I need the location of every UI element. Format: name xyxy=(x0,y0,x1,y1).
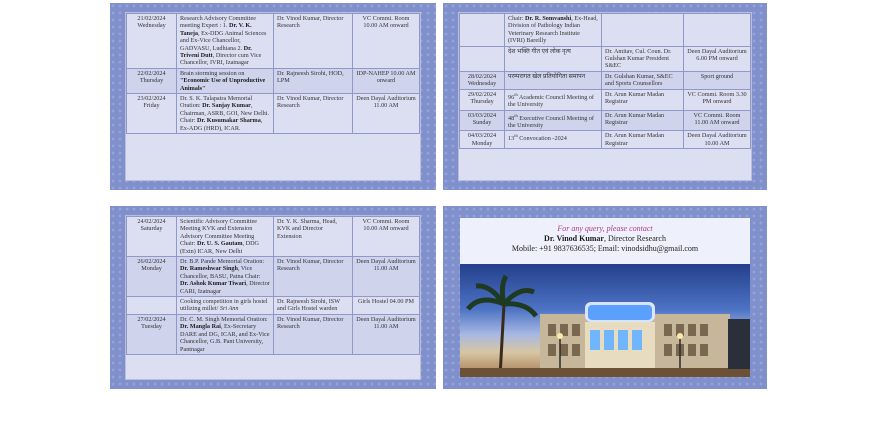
building-illustration xyxy=(460,264,750,377)
event-cell xyxy=(505,14,602,47)
p1-row xyxy=(127,94,420,134)
incharge-cell: Dr. Amitav, Cul. Coun. Dr. Gulshan Kumar President S&EC xyxy=(602,46,684,71)
event-text: Expert : 1. xyxy=(201,22,229,30)
incharge-cell: Dr. Arun Kumar Madan Registrar xyxy=(602,131,684,149)
schedule-panel-2 xyxy=(443,3,767,190)
day-text: Thursday xyxy=(139,77,164,85)
date-cell xyxy=(460,14,505,47)
event-text: Cooking competition in girls hostel utilizing millet/ xyxy=(180,298,268,313)
event-text: Brain storming session on xyxy=(180,69,245,77)
incharge-cell: Dr. Vinod Kumar, Director Research xyxy=(274,314,353,354)
date-text: 22/02/2024 xyxy=(137,69,166,77)
event-text: Vice Chancellor, BASU, Patna xyxy=(180,265,253,280)
incharge-cell: Dr. Vinod Kumar, Director Research xyxy=(274,257,353,297)
p2-row xyxy=(460,46,751,71)
date-text: 26/02/2024 xyxy=(137,258,166,266)
date-cell xyxy=(127,297,177,315)
venue-cell: Deen Dayal Auditorium 10.00 AM xyxy=(684,131,751,149)
event-text: , xyxy=(246,280,248,288)
venue-cell: Deen Dayal Auditorium 11.00 AM xyxy=(353,314,420,354)
event-text: , xyxy=(571,15,573,22)
date-text: 04/03/2024 xyxy=(467,132,497,140)
day-text: Wednesday xyxy=(137,22,166,30)
venue-cell: Deen Dayal Auditorium 11.00 AM xyxy=(353,94,420,134)
event-text: Chair: xyxy=(180,240,198,248)
date-cell xyxy=(460,131,505,149)
event-cell: 13th Convocation -2024 xyxy=(505,131,602,149)
event-cell: 96th Academic Council Meeting of the University xyxy=(505,89,602,110)
date-cell xyxy=(127,94,177,134)
event-text: Ex-Vice Chancellor, G.B. Pant University, Pantnagar xyxy=(180,330,270,353)
date-text: 24/02/2024 xyxy=(137,218,166,225)
event-cell xyxy=(177,257,274,297)
date-text: 29/02/2024 xyxy=(467,90,497,98)
event-cell xyxy=(177,14,274,69)
day-text: Wednesday xyxy=(467,80,497,88)
event-cell xyxy=(177,217,274,257)
person-name: Dr. Rameshwar Singh xyxy=(180,265,238,273)
venue-cell: VC Commi. Room 10.00 AM onward xyxy=(353,217,420,257)
person-name: Dr. Sanjay Kumar xyxy=(202,102,251,110)
event-cell xyxy=(177,68,274,93)
p2-row xyxy=(460,89,751,110)
event-text: Ex-Head, Division of Pathology Indian Veterinary Research Institute (IVRI) Bareilly xyxy=(508,15,598,45)
p2-row xyxy=(460,110,751,131)
event-text: , xyxy=(198,29,200,37)
person-name: Dr. Ashok Kumar Tiwari xyxy=(180,280,247,288)
incharge-cell: Dr. Vinod Kumar, Director Research xyxy=(274,94,353,134)
event-text: Chair: xyxy=(244,272,261,280)
day-text: Monday xyxy=(471,139,493,147)
event-text: Dr. S. K. Talapatra Memorial Oration: xyxy=(180,95,253,110)
event-text: , xyxy=(242,240,245,248)
schedule-table-2 xyxy=(459,13,751,149)
person-name: Dr. U. S. Gautam xyxy=(197,240,243,248)
event-text: Sri Ann xyxy=(219,305,239,313)
p2-row xyxy=(460,131,751,149)
contact-box xyxy=(460,218,750,264)
person-name: "Economic Use of Unproductive Animals" xyxy=(180,77,266,92)
event-text: Chair: xyxy=(180,117,198,125)
day-text: Tuesday xyxy=(141,323,162,331)
event-text: Ex-Secretary DARE and DG, ICAR, and xyxy=(180,323,257,338)
p3-row xyxy=(127,297,420,315)
continuation-row xyxy=(460,14,751,47)
venue-cell: VC Commi. Room 3.30 PM onward xyxy=(684,89,751,110)
event-cell: परम्परागत खेल प्रतियोगिता समापन xyxy=(505,71,602,89)
venue-cell: VC Commi. Room 10.00 AM onward xyxy=(353,14,420,69)
venue-cell: Sport ground xyxy=(684,71,751,89)
date-text: 23/02/2024 xyxy=(137,95,166,103)
date-cell xyxy=(127,217,177,257)
day-text: Thursday xyxy=(470,98,494,106)
event-text: Ex-DDG Animal Sciences and Ex-Vice Chancellor, GADVASU, Ludhiana xyxy=(180,29,267,52)
incharge-cell: Dr. Rajneesh Sirohi, HOD, LPM xyxy=(274,68,353,93)
person-name: Dr. Kusumakar Sharma xyxy=(197,117,261,125)
incharge-cell: Dr. Y. K. Sharma, Head, KVK and Director Extension xyxy=(274,217,353,257)
venue-cell: IDP-NAHEP 10.00 AM onward xyxy=(353,68,420,93)
schedule-panel-3 xyxy=(110,206,436,389)
event-text: Chair: xyxy=(508,15,526,22)
event-text: , xyxy=(250,102,253,110)
incharge-cell: Dr. Vinod Kumar, Director Research xyxy=(274,14,353,69)
event-text: , xyxy=(212,52,215,60)
day-text: Sunday xyxy=(472,118,492,126)
schedule-panel-1 xyxy=(110,3,436,190)
event-text: , xyxy=(220,323,223,331)
venue-cell: Deen Dayal Auditorium 6.00 PM onward xyxy=(684,46,751,71)
day-text: Friday xyxy=(143,102,160,110)
event-text: Chairman, ASRB, GOI, New Delhi. xyxy=(180,109,270,117)
campus-building-photo xyxy=(460,264,750,377)
event-cell: 48th Executive Council Meeting of the University xyxy=(505,110,602,131)
event-text: Ex-ADG (HRD), ICAR. xyxy=(180,124,241,132)
contact-role: , Director Research xyxy=(603,234,666,243)
p1-row xyxy=(127,68,420,93)
incharge-cell: Dr. Arun Kumar Madan Registrar xyxy=(602,89,684,110)
event-cell: देश भक्ति गीत एवं लोक नृत्य xyxy=(505,46,602,71)
p1-row xyxy=(127,14,420,69)
event-cell xyxy=(177,94,274,134)
venue-cell xyxy=(684,14,751,47)
incharge-cell: Dr. Gulshan Kumar, S&EC and Sports Counsellors xyxy=(602,71,684,89)
date-cell xyxy=(460,110,505,131)
person-name: Dr. Triveni Dutt xyxy=(180,44,252,60)
p2-row xyxy=(460,71,751,89)
date-cell xyxy=(460,71,505,89)
day-text: Monday xyxy=(141,265,162,273)
query-text: For any query, please contact xyxy=(557,224,653,233)
person-name: Dr. Mangla Rai xyxy=(180,323,221,331)
date-cell xyxy=(460,46,505,71)
venue-cell: VC Commi. Room 11.00 AM onward xyxy=(684,110,751,131)
event-text: , xyxy=(260,117,263,125)
date-cell xyxy=(127,314,177,354)
p3-row xyxy=(127,217,420,257)
event-cell xyxy=(177,297,274,315)
p3-row xyxy=(127,257,420,297)
schedule-table-1 xyxy=(126,13,420,134)
person-name: Dr. V. K. Taneja xyxy=(180,22,252,37)
contact-panel xyxy=(443,206,767,389)
incharge-cell xyxy=(602,14,684,47)
incharge-cell: Dr. Rajneesh Sirohi, ISW and Girls Hostel warden xyxy=(274,297,353,315)
schedule-table-3 xyxy=(126,216,420,355)
event-text: DDG (Extn) ICAR, New Delhi xyxy=(180,240,260,255)
event-text: 2. xyxy=(237,44,244,52)
contact-details: Mobile: +91 9837636535; Email: vinodsidhu@gmail.com xyxy=(511,244,699,253)
date-text: 28/02/2024 xyxy=(467,72,497,80)
contact-name: Dr. Vinod Kumar xyxy=(544,234,604,243)
event-text: Dr. C. M. Singh Memorial Oration: xyxy=(180,315,268,323)
date-text: 03/03/2024 xyxy=(467,111,497,119)
p3-row xyxy=(127,314,420,354)
contact-name-line xyxy=(460,234,750,244)
event-text: Scientific Advisory Committee Meeting KVK and Extension Advisory Committee Meeting xyxy=(180,218,257,240)
venue-cell: Girls Hostel 04.00 PM xyxy=(353,297,420,315)
date-text: 27/02/2024 xyxy=(137,315,166,323)
person-name: Dr. R. Somvanshi xyxy=(525,15,572,22)
date-cell xyxy=(460,89,505,110)
day-text: Saturday xyxy=(140,225,163,233)
incharge-cell: Dr. Arun Kumar Madan Registrar xyxy=(602,110,684,131)
event-text: Director cum Vice Chancellor, IVRI, Izatnagar xyxy=(180,52,262,67)
date-text: 21/02/2024 xyxy=(137,15,166,22)
event-cell xyxy=(177,314,274,354)
date-cell xyxy=(127,14,177,69)
event-text: Director CARI, Izatnagar xyxy=(180,280,270,295)
event-text: Research Advisory Committee meeting xyxy=(180,15,256,30)
event-text: , xyxy=(237,265,240,273)
event-text: Dr. B.P. Pande Memorial Oration: xyxy=(180,258,265,266)
date-cell xyxy=(127,68,177,93)
date-cell xyxy=(127,257,177,297)
venue-cell: Deen Dayal Auditorium 11.00 AM xyxy=(353,257,420,297)
